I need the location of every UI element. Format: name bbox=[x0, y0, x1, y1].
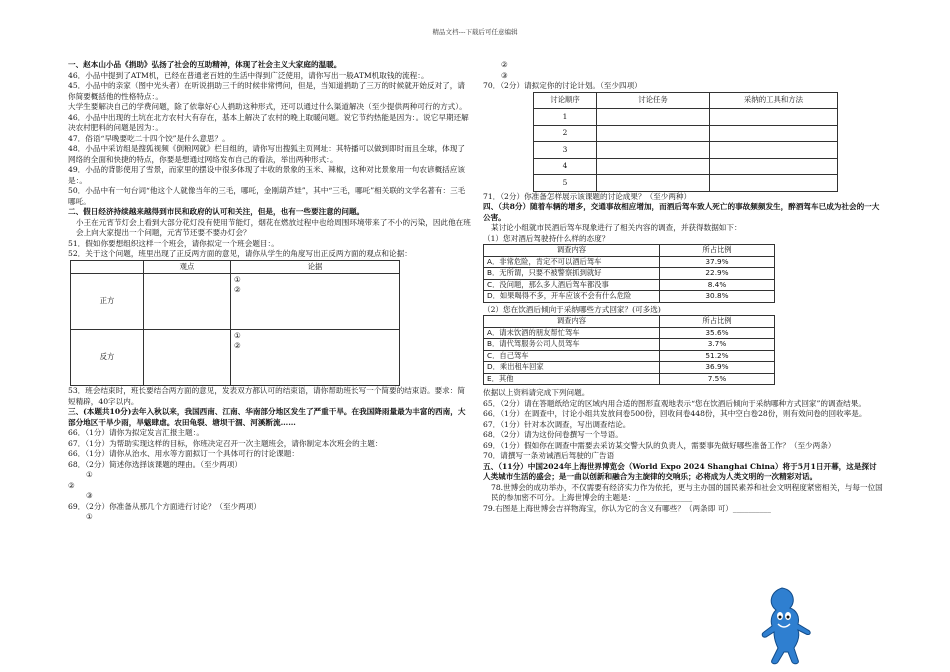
question-text: 五、（11分）中国2024年上海世界博览会（World Expo 2024 Shanghai China）将于5月1日开幕，这是探讨人类城市生活的盛会；是一曲以创新和融合为主旋律的交响乐；必将成为人类文明的一次精彩对话。 bbox=[483, 461, 877, 481]
question-text: 某讨论小组就市民酒后驾车现象进行了相关内容的调查，并获得数据如下： bbox=[491, 223, 742, 232]
question-text: ① bbox=[86, 470, 93, 479]
question-text: 50．小品中有一句台词“他这个人就像当年的三毛，哪吒，金刚葫芦娃”，其中“三毛，哪吒”相关联的文学名著有：三毛哪吒。 bbox=[68, 186, 466, 206]
plan-order-cell: 5 bbox=[534, 175, 597, 192]
question-text: ② bbox=[68, 480, 75, 490]
debate-table-header-view: 观点 bbox=[144, 260, 231, 274]
plan-row bbox=[534, 158, 838, 175]
plan-task-cell[interactable] bbox=[597, 125, 710, 142]
plan-header-order: 讨论顺序 bbox=[534, 92, 597, 109]
question-text: 66．（1分）在调查中，讨论小组共发放问卷500份，回收问卷448份，其中空白卷28份，则有效问卷的回收率是。 bbox=[483, 409, 867, 418]
survey1-header-content: 调查内容 bbox=[484, 245, 660, 257]
question-text: 47．俗语“早晚要吃二十四个饺”是什么意思？。 bbox=[68, 133, 230, 143]
plan-order-cell: 4 bbox=[534, 158, 597, 175]
debate-table bbox=[70, 260, 400, 387]
survey-table-attitude bbox=[483, 244, 775, 303]
plan-header-task: 讨论任务 bbox=[597, 92, 710, 109]
survey-option: D．乘出租车回家 bbox=[484, 362, 660, 374]
survey-table-way-home bbox=[483, 315, 775, 385]
marker: ② bbox=[234, 285, 241, 294]
survey2-header-ratio: 所占比例 bbox=[660, 316, 775, 328]
left-question-block-2 bbox=[68, 386, 472, 523]
question-text: 51．假如你要想组织这样一个班会，请你拟定一个班会题目：。 bbox=[68, 238, 279, 248]
debate-con-view-cell[interactable] bbox=[144, 330, 231, 386]
question-text: 49．小品的背影使用了雪景，而家里的摆设中很多体现了丰收的景象的玉米、辣椒，这种对比景象用一句农谚概括应该是：。 bbox=[68, 165, 465, 185]
question-text: ③ bbox=[501, 70, 508, 80]
plan-row bbox=[534, 109, 838, 126]
survey-ratio: 35.6% bbox=[660, 327, 775, 339]
survey-row bbox=[484, 339, 775, 351]
marker: ① bbox=[234, 331, 241, 340]
survey-ratio: 51.2% bbox=[660, 350, 775, 362]
page-header-note: 精品文档---下载后可任意编辑 bbox=[432, 28, 518, 36]
survey-option: A．非常危险，肯定不可以酒后驾车 bbox=[484, 256, 660, 268]
right-question-block-3 bbox=[483, 388, 883, 514]
plan-method-cell[interactable] bbox=[710, 125, 838, 142]
plan-method-cell[interactable] bbox=[710, 158, 838, 175]
survey-row bbox=[484, 327, 775, 339]
right-column bbox=[483, 60, 883, 514]
discussion-plan-table bbox=[533, 92, 838, 192]
plan-row bbox=[534, 175, 838, 192]
question-text: 67．（1分）针对本次调查，写出调查结论。 bbox=[483, 419, 631, 429]
survey-option: A．请未饮酒的朋友帮忙驾车 bbox=[484, 327, 660, 339]
debate-con-label: 反方 bbox=[71, 330, 144, 386]
question-text: 53．班会结束时，班长要结合两方面的意见，发表双方都认可的结束语，请你帮助班长写一个简要的结束语。要求：简短精辟，40字以内。 bbox=[68, 386, 465, 406]
haibao-mascot-image bbox=[760, 586, 812, 666]
question-text: 69．（2分）你准备从那几个方面进行讨论？（至少两项） bbox=[68, 501, 261, 511]
question-text: 68．（2分）简述你选择该课题的理由。（至少两项） bbox=[68, 459, 242, 469]
left-question-block bbox=[68, 60, 472, 260]
survey-ratio: 22.9% bbox=[660, 268, 775, 280]
question-text: 78.世博会的成功举办，不仅需要有经济实力作为依托，更与主办国的国民素养和社会文明程度紧密相关，与每一位国民的参加密不可分。上海世博会的主题是：_______________ bbox=[491, 482, 883, 502]
debate-pro-view-cell[interactable] bbox=[144, 274, 231, 330]
question-text: 68．（2分）请为这份问卷撰写一个导语。 bbox=[483, 430, 623, 439]
question-text: 66．（1分）请你为拟定发言汇报主题：。 bbox=[68, 428, 204, 437]
plan-method-cell[interactable] bbox=[710, 142, 838, 159]
question-text: 46．小品中提到了ATM机，已经在普通老百姓的生活中得到广泛使用，请你写出一般ATM机取钱的流程：。 bbox=[68, 70, 429, 80]
survey-row bbox=[484, 256, 775, 268]
debate-pro-label: 正方 bbox=[71, 274, 144, 330]
question-text: ② bbox=[501, 60, 508, 69]
debate-con-evidence-cell[interactable] bbox=[231, 330, 400, 386]
survey-option: B．无所谓，只要不被警察抓到就好 bbox=[484, 268, 660, 280]
question-text: 71．（2分）你准备怎样展示该课题的讨论成果？（至少两种） bbox=[483, 191, 692, 201]
plan-task-cell[interactable] bbox=[597, 142, 710, 159]
question-text: 69．（1分）假如你在调查中需要去采访某交警大队的负责人，需要事先做好哪些准备工作？（至少两条） bbox=[483, 440, 836, 450]
question-text: 48．小品中采访组是搜狐视频《倒粮网就》栏目组的，请你写出搜狐主页网址：其特播可以做到即时而且全球，体现了网络的全面和快捷的特点，你要是想通过网络发布自己的看法，举出两种形式：。 bbox=[68, 144, 465, 164]
question-text: 52．关于这个问题，班里出现了正反两方面的意见，请你从学生的角度写出正反两方面的观点和论据： bbox=[68, 249, 412, 258]
question-text: 79.右图是上海世博会吉祥物海宝，你认为它的含义有哪些？（两条即 可）__________ bbox=[483, 503, 771, 513]
question-text: 依据以上资料请完成下列问题。 bbox=[483, 388, 590, 397]
survey-row bbox=[484, 279, 775, 291]
survey-ratio: 30.8% bbox=[660, 291, 775, 303]
marker: ② bbox=[234, 341, 241, 350]
plan-task-cell[interactable] bbox=[597, 175, 710, 192]
plan-order-cell: 3 bbox=[534, 142, 597, 159]
survey-option: E．其他 bbox=[484, 373, 660, 385]
left-column bbox=[68, 60, 472, 523]
plan-method-cell[interactable] bbox=[710, 175, 838, 192]
survey1-header-ratio: 所占比例 bbox=[660, 245, 775, 257]
survey-ratio: 3.7% bbox=[660, 339, 775, 351]
survey-ratio: 8.4% bbox=[660, 279, 775, 291]
question-text: ① bbox=[86, 512, 93, 521]
right-question-block-2 bbox=[483, 192, 883, 245]
question-text: （1）您对酒后驾驶持什么样的态度？ bbox=[483, 233, 610, 243]
plan-task-cell[interactable] bbox=[597, 109, 710, 126]
question-text: 小王在元宵节灯会上看到大部分花灯没有使用节能灯，烟花在燃放过程中也给周围环境带来了不小的污染，因此他在班会上向大家提出一个问题，元宵节还要不要办灯会？ bbox=[76, 217, 471, 237]
survey-row bbox=[484, 350, 775, 362]
survey-option: D．如果喝得不多，开车应该不会有什么危险 bbox=[484, 291, 660, 303]
right-question-block bbox=[483, 60, 883, 92]
plan-method-cell[interactable] bbox=[710, 109, 838, 126]
plan-task-cell[interactable] bbox=[597, 158, 710, 175]
question-text: 70．（2分）请拟定你的讨论计划。（至少四项） bbox=[483, 81, 642, 90]
survey-ratio: 7.5% bbox=[660, 373, 775, 385]
plan-row bbox=[534, 142, 838, 159]
plan-order-cell: 1 bbox=[534, 109, 597, 126]
survey-option: B．请代驾服务公司人员驾车 bbox=[484, 339, 660, 351]
survey-option: C．自己驾车 bbox=[484, 350, 660, 362]
question-text: 46．小品中出现的土坑在北方农村大有存在，基本上解决了农村的晚上取暖问题。说它节约热能是因为：。说它早期还解决农村肥料的问题是因为：。 bbox=[68, 112, 469, 132]
survey2-header-content: 调查内容 bbox=[484, 316, 660, 328]
survey-row bbox=[484, 268, 775, 280]
question-text: 大学生要解决自己的学费问题，除了依靠好心人捐助这种形式，还可以通过什么渠道解决（至少提供两种可行的方式）。 bbox=[68, 102, 467, 111]
survey-row bbox=[484, 291, 775, 303]
question-text: ③ bbox=[86, 491, 93, 500]
plan-row bbox=[534, 125, 838, 142]
survey-row bbox=[484, 362, 775, 374]
question-text: 一、赵本山小品《捐助》弘扬了社会的互助精神，体现了社会主义大家庭的温暖。 bbox=[68, 60, 342, 69]
question-text: 66．（1分）请你从治水、用水等方面拟订一个具体可行的讨论课题： bbox=[68, 449, 299, 458]
question-text: 三、(本题共10分)去年入秋以来，我国西南、江南、华南部分地区发生了严重干旱。在我国降雨量最为丰富的西南，大部分地区干旱少雨，旱魃肆虐。农田龟裂、塘坝干涸、河溪断流…… bbox=[68, 407, 466, 427]
survey2-title: （2）您在饮酒后倾向于采纳哪些方式回家？(可多选) bbox=[483, 304, 661, 314]
question-text: 45．小品中的亲家（图中光头者）在听说捐助三千的时候非常愕问，但是，当知道捐助了三万的时候就开始反对了，请你简要概括他的性格特点：。 bbox=[68, 81, 465, 101]
survey-ratio: 37.9% bbox=[660, 256, 775, 268]
question-text: 四、（共8分）随着车辆的增多，交通事故相应增加，而酒后驾车致人死亡的事故频频发生，醉酒驾车已成为社会的一大公害。 bbox=[483, 202, 880, 222]
marker: ① bbox=[234, 275, 241, 284]
survey-ratio: 36.9% bbox=[660, 362, 775, 374]
survey-row bbox=[484, 373, 775, 385]
debate-pro-evidence-cell[interactable] bbox=[231, 274, 400, 330]
question-text: 65．（2分）请在答题纸给定的区域内用合适的图形直观地表示“您在饮酒后倾向于采纳哪种方式回家”的调查结果。 bbox=[483, 398, 866, 408]
debate-table-header-evidence: 论据 bbox=[231, 260, 400, 274]
plan-order-cell: 2 bbox=[534, 125, 597, 142]
survey-option: C．没问题，那么多人酒后驾车都没事 bbox=[484, 279, 660, 291]
debate-table-header-side bbox=[71, 260, 144, 274]
question-text: 70．请撰写一条劝诫酒后驾驶的广告语 bbox=[483, 451, 615, 460]
plan-header-method: 采纳的工具和方法 bbox=[710, 92, 838, 109]
question-text: 67．（1分）为帮助实现这样的目标，你班决定召开一次主题班会，请你制定本次班会的主题： bbox=[68, 438, 383, 448]
question-text: 二、假日经济持续越来越得到市民和政府的认可和关注，但是，也有一些要注意的问题。 bbox=[68, 207, 365, 216]
